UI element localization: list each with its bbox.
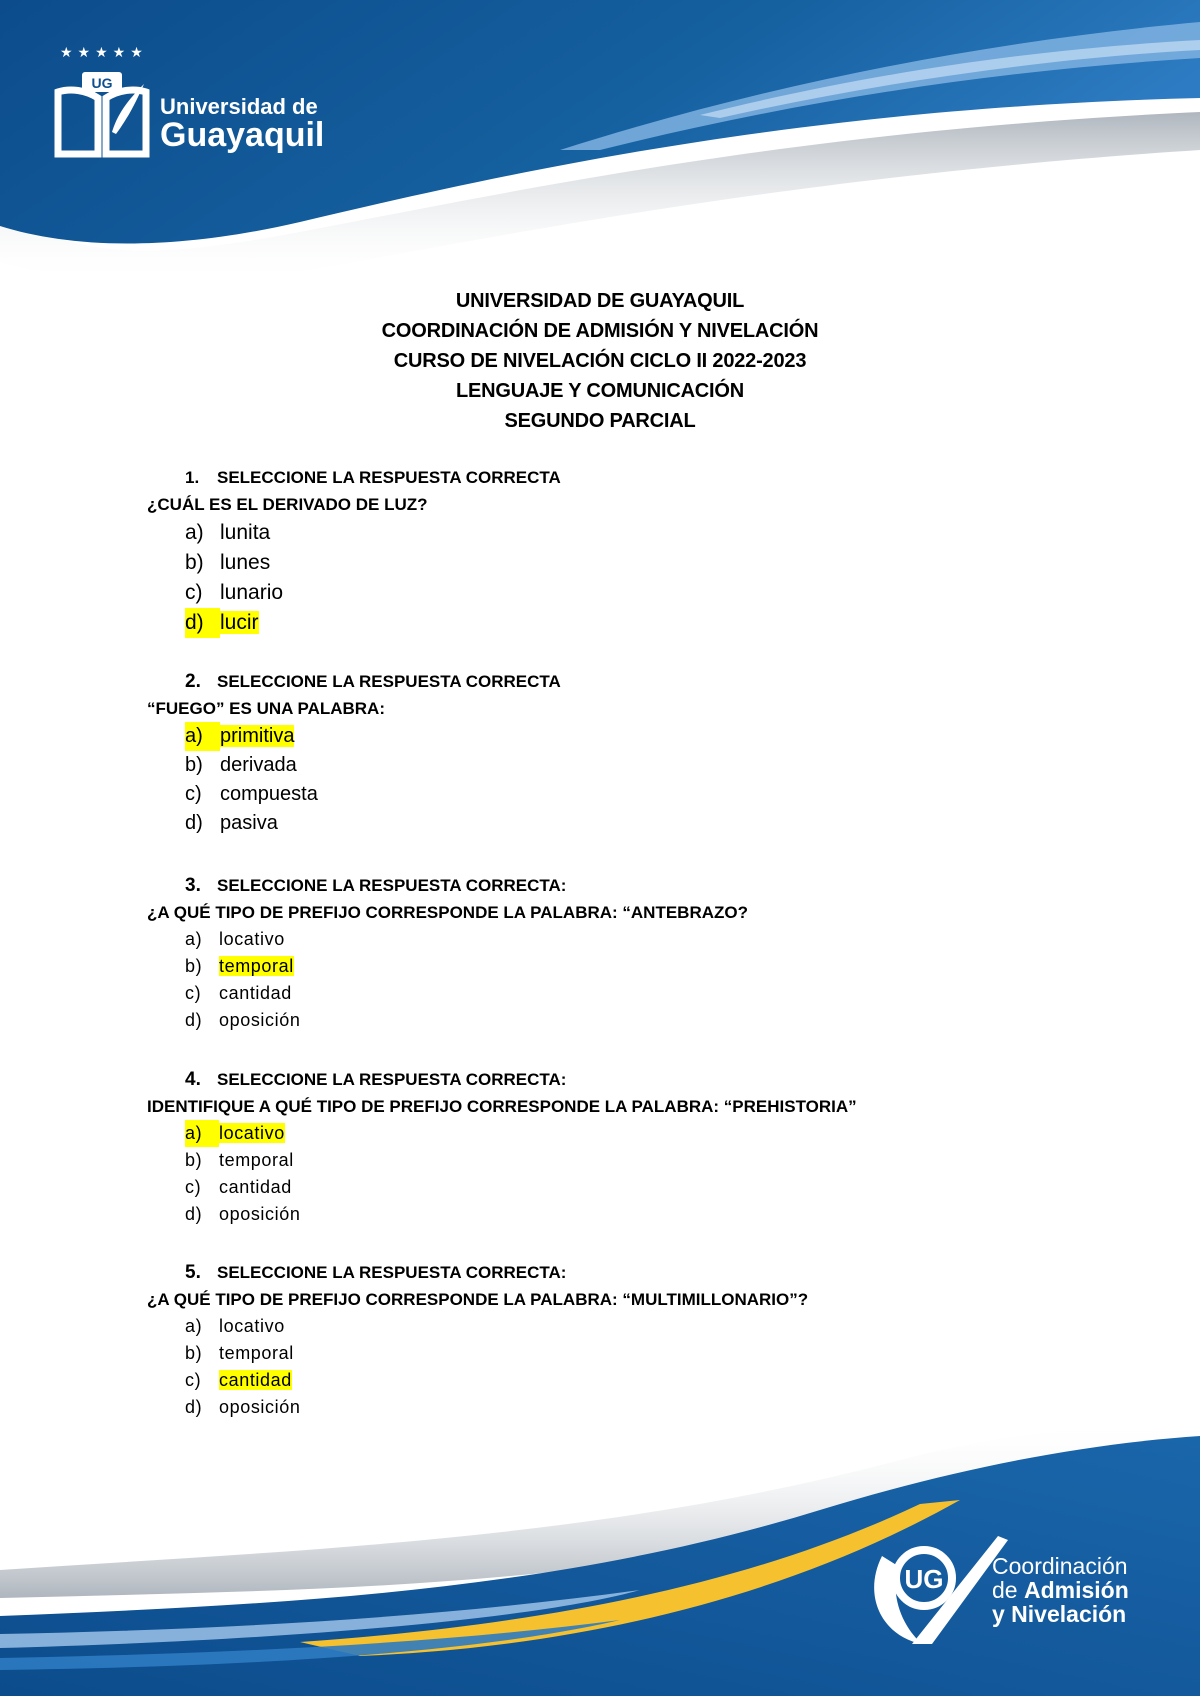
header-line-1: UNIVERSIDAD DE GUAYAQUIL: [455, 290, 745, 312]
university-name-line2: Guayaquil: [160, 116, 325, 154]
option-a: a) locativo: [185, 929, 285, 949]
document-header: [0, 286, 1200, 436]
option-a-correct: a) locativo: [147, 1120, 1067, 1147]
option-b-correct: b) temporal: [185, 956, 294, 976]
question-3: [147, 872, 1067, 1034]
header-line-4: LENGUAJE Y COMUNICACIÓN: [455, 380, 745, 402]
question-instruction: [185, 1259, 1067, 1286]
question-1: [147, 464, 1067, 638]
option-d: d) pasiva: [185, 812, 278, 834]
option-d: d) oposición: [185, 1204, 301, 1224]
option-c: c) cantidad: [185, 1177, 292, 1197]
option-d: d) oposición: [185, 1010, 301, 1030]
question-number: 4.: [185, 1069, 201, 1090]
option-b: b) derivada: [185, 754, 297, 776]
options-list: [147, 1313, 1067, 1421]
coord-line-3: y Nivelación: [992, 1601, 1127, 1627]
instruction-text: SELECCIONE LA RESPUESTA CORRECTA:: [217, 1070, 567, 1089]
option-c: c) cantidad: [185, 983, 292, 1003]
option-d: d) oposición: [185, 1397, 301, 1417]
option-b: b) temporal: [185, 1343, 294, 1363]
stars-decoration: ★★★★★: [60, 44, 148, 60]
open-book-icon: [52, 72, 152, 162]
option-c-correct: c) cantidad: [185, 1370, 292, 1390]
options-list: [147, 926, 1067, 1034]
option-a: a) lunita: [185, 521, 271, 544]
question-instruction: [185, 668, 1067, 695]
option-d-correct: d) lucir: [147, 608, 1067, 638]
question-stem: ¿A QUÉ TIPO DE PREFIJO CORRESPONDE LA PALABRA: “ANTEBRAZO?: [147, 903, 749, 922]
option-b: b) lunes: [185, 551, 271, 574]
question-number: 2.: [185, 671, 201, 692]
coord-line-1: Coordinación: [992, 1553, 1128, 1579]
coord-line-2b: Admisión: [1023, 1577, 1129, 1603]
question-instruction: [185, 464, 1067, 491]
instruction-text: SELECCIONE LA RESPUESTA CORRECTA:: [217, 876, 567, 895]
question-5: [147, 1259, 1067, 1421]
question-number: 1.: [185, 468, 200, 487]
question-2: [147, 668, 1067, 838]
ug-mark-text: UG: [904, 1564, 944, 1594]
university-logo: [52, 44, 352, 164]
question-4: [147, 1066, 1067, 1228]
instruction-text: SELECCIONE LA RESPUESTA CORRECTA:: [217, 1263, 567, 1282]
option-b: b) temporal: [185, 1150, 294, 1170]
ug-checkmark-logo: [862, 1526, 1012, 1646]
instruction-text: SELECCIONE LA RESPUESTA CORRECTA: [217, 672, 561, 691]
question-number: 3.: [185, 875, 201, 896]
question-number: 5.: [185, 1262, 201, 1283]
university-name-line1: Universidad de: [160, 94, 318, 119]
option-a-correct: a) primitiva: [147, 722, 1067, 751]
option-a: a) locativo: [185, 1316, 285, 1336]
question-instruction: [185, 1066, 1067, 1093]
option-c: c) compuesta: [185, 783, 318, 805]
options-list: [147, 722, 1067, 838]
question-stem: ¿A QUÉ TIPO DE PREFIJO CORRESPONDE LA PALABRA: “MULTIMILLONARIO”?: [147, 1290, 809, 1309]
ug-mark-text: UG: [91, 75, 113, 91]
header-line-3: CURSO DE NIVELACIÓN CICLO II 2022-2023: [393, 350, 807, 372]
question-stem: ¿CUÁL ES EL DERIVADO DE LUZ?: [147, 495, 428, 514]
question-instruction: [185, 872, 1067, 899]
question-stem: IDENTIFIQUE A QUÉ TIPO DE PREFIJO CORRESPONDE LA PALABRA: “PREHISTORIA”: [147, 1097, 857, 1116]
header-line-2: COORDINACIÓN DE ADMISIÓN Y NIVELACIÓN: [381, 320, 819, 342]
coordination-logo-text: [992, 1554, 1129, 1626]
options-list: [147, 1120, 1067, 1228]
coord-line-2: [992, 1578, 1129, 1602]
option-c: c) lunario: [185, 581, 284, 604]
header-line-5: SEGUNDO PARCIAL: [504, 410, 696, 432]
coord-line-2a: de: [992, 1577, 1024, 1603]
options-list: [147, 518, 1067, 638]
question-stem: “FUEGO” ES UNA PALABRA:: [147, 699, 385, 718]
instruction-text: SELECCIONE LA RESPUESTA CORRECTA: [217, 468, 561, 487]
